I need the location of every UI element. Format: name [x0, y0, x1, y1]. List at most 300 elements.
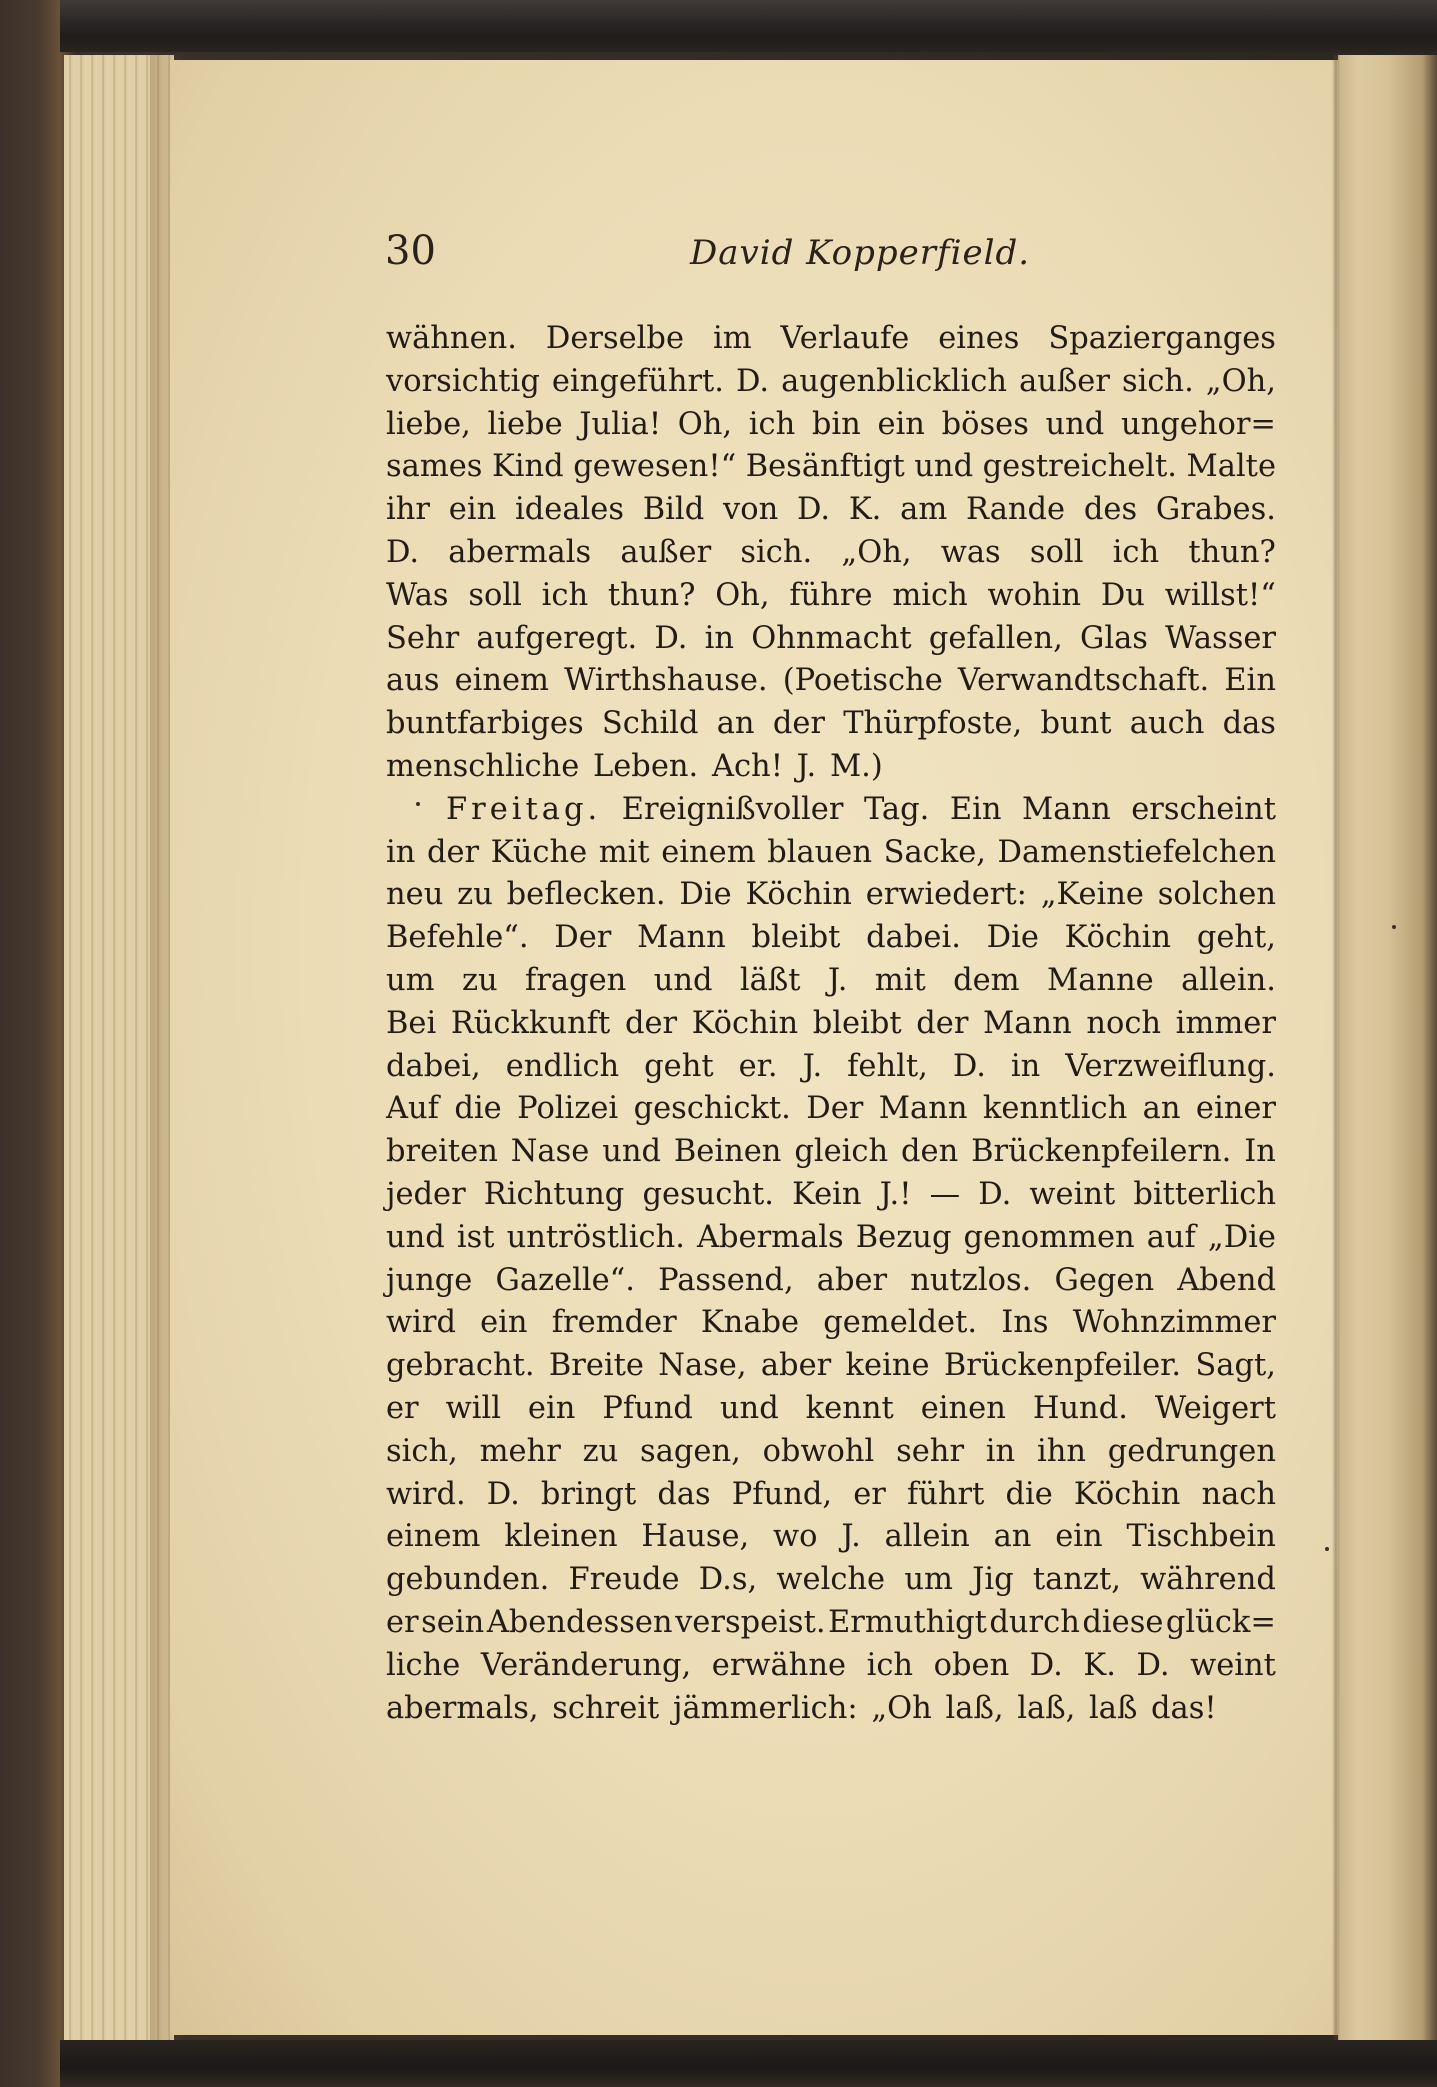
word: er [386, 1604, 419, 1640]
word: was [940, 534, 1001, 570]
word: Tag. [863, 791, 930, 827]
word: Befehle“. [386, 920, 529, 956]
word: Weigert [1154, 1390, 1276, 1426]
word: einem [661, 834, 756, 870]
word: Köchin [691, 1005, 799, 1041]
word: das! [1151, 1690, 1217, 1726]
word: Polizei [517, 1091, 619, 1127]
word: Verzweiflung. [1065, 1048, 1276, 1084]
word: bitterlich [1133, 1176, 1276, 1212]
text-line [386, 1474, 1276, 1517]
word: M.) [829, 748, 883, 784]
word: Wohnzimmer [1072, 1305, 1276, 1341]
word: sich. [740, 534, 813, 570]
word: gedrungen [1107, 1433, 1276, 1469]
word: Julia! [579, 406, 662, 442]
word: thun? [1188, 534, 1276, 570]
word: weint [1029, 1176, 1116, 1212]
word: laß, [945, 1690, 1004, 1726]
word: sich, [386, 1433, 458, 1469]
word: In [1244, 1134, 1276, 1170]
word: Küche [490, 834, 588, 870]
word: genommen [963, 1219, 1135, 1255]
word: Oh, [715, 577, 770, 613]
word: will [445, 1390, 501, 1426]
word: einem [454, 663, 549, 699]
text-line [386, 446, 1276, 489]
word: vorsichtig [386, 363, 540, 399]
word: dem [953, 962, 1020, 998]
word: Pfund [602, 1390, 693, 1426]
word: gebunden. [386, 1562, 550, 1598]
text-line [386, 1260, 1276, 1303]
word: allein [884, 1519, 970, 1555]
word: mit [874, 962, 926, 998]
word: soll [1029, 534, 1084, 570]
text-line [386, 917, 1276, 960]
word: beflecken. [506, 877, 666, 913]
word: fremder [551, 1305, 677, 1341]
word: immer [1175, 1005, 1276, 1041]
word: an [993, 1519, 1032, 1555]
word: nutzlos. [910, 1262, 1032, 1298]
word: auf [1146, 1219, 1196, 1255]
word: ihr [386, 492, 430, 528]
word: Sehr [386, 620, 460, 656]
word: Verlaufe [780, 321, 910, 356]
word: welche [776, 1562, 886, 1598]
word: Freitag. [446, 791, 602, 827]
word: Ach! [711, 748, 783, 784]
word: durch [989, 1604, 1080, 1640]
word: abermals, [386, 1690, 539, 1726]
word: gleich [794, 1134, 889, 1170]
page-number: 30 [385, 228, 436, 274]
word: bunt [1040, 706, 1112, 742]
word: fehlt, [847, 1048, 928, 1084]
word: gefallen, [928, 620, 1063, 656]
word: ein [448, 492, 497, 528]
word: und [653, 962, 713, 998]
word: Sacke, [883, 834, 986, 870]
word: D. [654, 620, 688, 656]
word: D. [797, 492, 831, 528]
word: aber [760, 1348, 832, 1384]
word: thun? [607, 577, 696, 613]
word: menschliche [386, 748, 580, 784]
text-line [386, 1516, 1276, 1559]
word: „Oh, [841, 534, 912, 570]
word: auch [1129, 706, 1205, 742]
word: Rande [966, 492, 1066, 528]
word: K. [1083, 1647, 1116, 1683]
word: in [704, 620, 735, 656]
word: keine [845, 1348, 930, 1384]
word: bleibt [751, 920, 841, 956]
running-title: David Kopperfield. [690, 233, 1031, 273]
word: erscheint [1131, 791, 1276, 827]
word: Oh, [677, 406, 733, 442]
word: wo [773, 1519, 818, 1555]
word: Mann [983, 1005, 1072, 1041]
word: um [386, 962, 435, 998]
word: D. [736, 363, 770, 399]
word: D. [486, 1476, 520, 1512]
word: ein [1055, 1519, 1103, 1555]
word: einen [920, 1390, 1006, 1426]
word: wird [386, 1305, 456, 1341]
word: das [1222, 706, 1276, 742]
word: kennt [805, 1390, 894, 1426]
word: weint [1190, 1647, 1276, 1683]
word: die [1005, 1476, 1053, 1512]
word: J. [827, 962, 848, 998]
word: untröstlich. [506, 1219, 685, 1255]
word: neu [386, 877, 444, 913]
word: und [386, 1219, 445, 1255]
word: jämmerlich: [673, 1690, 858, 1726]
word: Hund. [1032, 1390, 1128, 1426]
text-line [386, 1688, 1276, 1731]
word: D.s, [698, 1562, 758, 1598]
word: dabei, [386, 1048, 481, 1084]
text-line [386, 1345, 1276, 1388]
word: Köchin [1073, 1476, 1181, 1512]
word: Damenstiefelchen [997, 834, 1276, 870]
word: er [386, 1390, 419, 1426]
word: Ein [1224, 663, 1276, 699]
word: Thürpfoste, [843, 706, 1023, 742]
word: eines [938, 321, 1020, 356]
word: mit [598, 834, 650, 870]
text-line [386, 789, 1276, 832]
word: Mann [878, 1091, 968, 1127]
word: solchen [1157, 877, 1276, 913]
word: schreit [552, 1690, 660, 1726]
word: junge [386, 1262, 473, 1298]
word: laß, [1017, 1690, 1076, 1726]
text-line [386, 1131, 1276, 1174]
word: diese [1082, 1604, 1164, 1640]
text-line [386, 1174, 1276, 1217]
text-line [386, 1217, 1276, 1260]
word: buntfarbiges [386, 706, 584, 742]
word: die [454, 1091, 502, 1127]
word: einer [1195, 1091, 1276, 1127]
word: Gazelle“. [495, 1262, 635, 1298]
word: gewesen!“ [573, 449, 737, 485]
word: K. [848, 492, 882, 528]
word: Sagt, [1195, 1348, 1276, 1384]
word: Abermals [697, 1219, 844, 1255]
word: abermals [448, 534, 592, 570]
word: D. [1136, 1647, 1170, 1683]
text-line [386, 404, 1276, 447]
word: liche [386, 1647, 461, 1683]
word: fragen [525, 962, 627, 998]
word: Köchin [1064, 920, 1172, 956]
word: Knabe [700, 1305, 800, 1341]
word: „Oh [871, 1690, 932, 1726]
word: Wirthshause. [564, 663, 768, 699]
word: Nase [510, 1134, 590, 1170]
word: D. [952, 1048, 986, 1084]
word: soll [468, 577, 522, 613]
ink-speck [1325, 1547, 1329, 1551]
word: Schild [601, 706, 699, 742]
word: Hause, [641, 1519, 750, 1555]
word: Tischbein [1126, 1519, 1276, 1555]
text-line [386, 746, 1276, 789]
word: liebe [487, 406, 563, 442]
text-line [386, 489, 1276, 532]
word: gestreichelt. [982, 449, 1177, 485]
text-line [386, 532, 1276, 575]
word: und [1045, 406, 1105, 442]
word: liebe, [386, 406, 471, 442]
word: Der [554, 920, 612, 956]
word: und [602, 1134, 661, 1170]
word: „Keine [1040, 877, 1144, 913]
word: ich [1112, 534, 1160, 570]
word: aber [816, 1262, 888, 1298]
text-line [386, 1602, 1276, 1645]
word: D. [386, 534, 420, 570]
word: mich [892, 577, 968, 613]
word: tanzt, [1032, 1562, 1121, 1598]
word: ungehor= [1120, 406, 1276, 442]
text-line [386, 318, 1276, 361]
word: Die [986, 920, 1039, 956]
word: Richtung [483, 1176, 625, 1212]
word: Auf [386, 1091, 439, 1127]
word: zu [461, 962, 498, 998]
word: Abendessen [486, 1604, 673, 1640]
word: führt [906, 1476, 985, 1512]
word: allein. [1181, 962, 1276, 998]
word: Bezug [855, 1219, 952, 1255]
word: an [716, 706, 755, 742]
word: Wasser [1165, 620, 1276, 656]
word: erwiedert: [865, 877, 1027, 913]
book-cover-top-edge [60, 0, 1437, 52]
word: Ereignißvoller [621, 791, 844, 827]
word: Mann [637, 920, 726, 956]
word: in [985, 1433, 1016, 1469]
word: Ins [1001, 1305, 1049, 1341]
word: jeder [386, 1176, 466, 1212]
word: Passend, [658, 1262, 794, 1298]
text-line [386, 1431, 1276, 1474]
word: ein [527, 1390, 576, 1426]
word: wähnen. [386, 321, 517, 356]
book-cover-bottom-edge [60, 2040, 1437, 2087]
word: und [719, 1390, 779, 1426]
word: Brückenpfeilern. [971, 1134, 1232, 1170]
word: Ohnmacht [751, 620, 912, 656]
word: mehr [479, 1433, 561, 1469]
word: um [904, 1562, 953, 1598]
word: Kind [492, 449, 564, 485]
word: J.! [879, 1176, 912, 1212]
word: Was [386, 577, 449, 613]
word: D. [978, 1176, 1012, 1212]
word: Derselbe [545, 321, 685, 356]
word: wohin [987, 577, 1082, 613]
word: augenblicklich [781, 363, 1008, 399]
word: bringt [540, 1476, 637, 1512]
word: bin [811, 406, 861, 442]
word: ein [877, 406, 925, 442]
word: ich [541, 577, 589, 613]
word: laß [1089, 1690, 1138, 1726]
word: er [853, 1476, 886, 1512]
word: während [1140, 1562, 1276, 1598]
text-line [386, 618, 1276, 661]
word: sehr [896, 1433, 965, 1469]
word: im [712, 321, 752, 356]
word: läßt [739, 962, 801, 998]
word: Verwandtschaft. [957, 663, 1210, 699]
word: sagen, [640, 1433, 741, 1469]
word: willst!“ [1164, 577, 1276, 613]
word: gesucht. [642, 1176, 774, 1212]
word: blauen [767, 834, 873, 870]
word: Leben. [593, 748, 699, 784]
word: breiten [386, 1134, 498, 1170]
word: der [916, 1005, 969, 1041]
text-line [386, 874, 1276, 917]
word: nach [1201, 1476, 1276, 1512]
word: ist [456, 1219, 495, 1255]
word: Grabes. [1155, 492, 1276, 528]
word: ich [866, 1647, 914, 1683]
ink-speck [416, 802, 420, 806]
text-line [386, 575, 1276, 618]
text-line [386, 1046, 1276, 1089]
ink-speck [1392, 925, 1396, 929]
word: Gegen [1054, 1262, 1155, 1298]
word: — [929, 1176, 961, 1212]
word: in [1010, 1048, 1041, 1084]
word: der [624, 1005, 678, 1041]
word: aufgeregt. [476, 620, 638, 656]
word: führe [789, 577, 873, 613]
word: dabei. [866, 920, 961, 956]
word: geschickt. [633, 1091, 791, 1127]
word: Glas [1080, 620, 1148, 656]
right-page-edge [1338, 55, 1437, 2040]
text-line [386, 361, 1276, 404]
word: der [772, 706, 825, 742]
text-line [386, 1645, 1276, 1688]
word: Die [679, 877, 732, 913]
word: Nase, [658, 1348, 747, 1384]
word: Der [806, 1091, 864, 1127]
word: er. [738, 1048, 778, 1084]
text-line [386, 960, 1276, 1003]
word: Bei [386, 1005, 437, 1041]
word: ihn [1036, 1433, 1087, 1469]
word: wird. [386, 1476, 466, 1512]
text-line [386, 1388, 1276, 1431]
page-fold-shadow [1332, 55, 1340, 2040]
word: Bild [642, 492, 705, 528]
word: gemeldet. [823, 1305, 978, 1341]
body-text [386, 318, 1276, 1730]
word: in [386, 834, 416, 870]
word: Breite [548, 1348, 644, 1384]
text-line [386, 1088, 1276, 1131]
word: aus [386, 663, 440, 699]
text-line [386, 1302, 1276, 1345]
word: ich [748, 406, 796, 442]
word: geht, [1196, 920, 1276, 956]
word: endlich [505, 1048, 620, 1084]
word: von [723, 492, 779, 528]
word: ideales [515, 492, 624, 528]
word: zu [457, 877, 493, 913]
word: D. [1029, 1647, 1063, 1683]
word: glück= [1165, 1604, 1276, 1640]
word: eingeführt. [551, 363, 725, 399]
word: böses [941, 406, 1029, 442]
word: geht [644, 1048, 714, 1084]
word: Beinen [673, 1134, 782, 1170]
word: noch [1086, 1005, 1162, 1041]
word: Abend [1177, 1262, 1276, 1298]
word: der [426, 834, 480, 870]
word: des [1083, 492, 1138, 528]
text-line [386, 660, 1276, 703]
word: „Die [1207, 1219, 1276, 1255]
word: Jig [972, 1562, 1014, 1598]
word: Spazierganges [1048, 321, 1276, 356]
word: (Poetische [782, 663, 943, 699]
word: erwähne [711, 1647, 847, 1683]
word: Malte [1186, 449, 1276, 485]
word: Ein [949, 791, 1002, 827]
word: am [900, 492, 948, 528]
word: und [914, 449, 974, 485]
text-line [386, 832, 1276, 875]
word: kenntlich [982, 1091, 1128, 1127]
word: Rückkunft [450, 1005, 611, 1041]
word: Ermuthigt [828, 1604, 987, 1640]
word: Köchin [745, 877, 852, 913]
text-line [386, 1559, 1276, 1602]
word: einem [386, 1519, 481, 1555]
word: J. [796, 748, 817, 784]
word: gebracht. [386, 1348, 535, 1384]
word: ein [480, 1305, 528, 1341]
word: sein [421, 1604, 485, 1640]
word: J. [802, 1048, 823, 1084]
word: außer [620, 534, 712, 570]
word: „Oh, [1205, 363, 1276, 399]
text-line [386, 703, 1276, 746]
word: oben [933, 1647, 1010, 1683]
word: Manne [1046, 962, 1154, 998]
word: bleibt [812, 1005, 902, 1041]
word: zu [582, 1433, 619, 1469]
word: Besänftigt [745, 449, 905, 485]
word: außer [1019, 363, 1110, 399]
word: sames [386, 449, 483, 485]
word: J. [841, 1519, 861, 1555]
word: Pfund, [731, 1476, 833, 1512]
text-line [386, 1003, 1276, 1046]
